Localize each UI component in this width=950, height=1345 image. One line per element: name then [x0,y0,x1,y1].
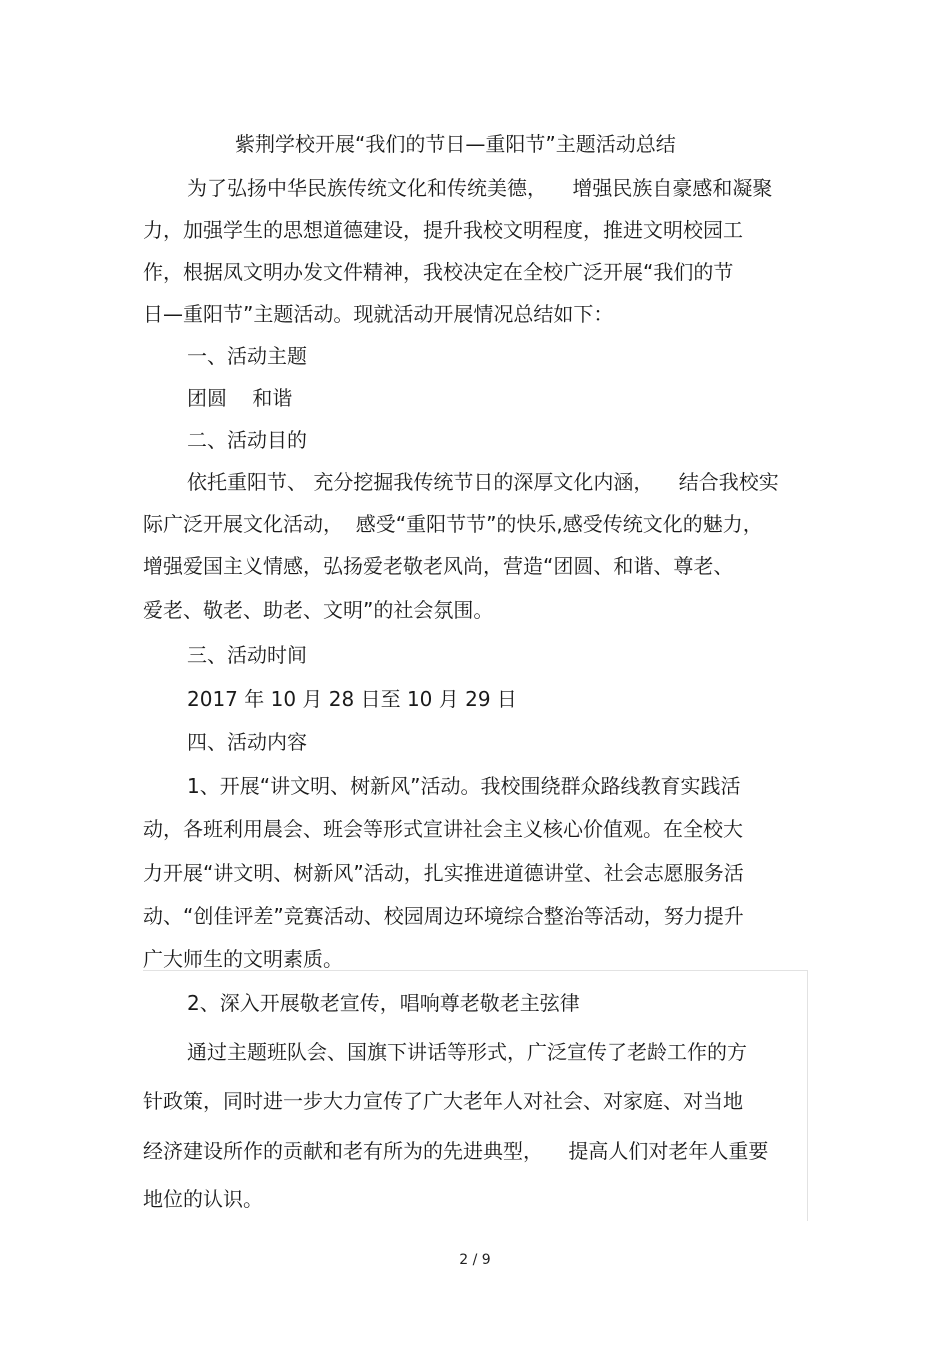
item2-line: 针政策，同时进一步大力宣传了广大老年人对社会、对家庭、对当地 [143,1089,743,1113]
page-number: 2 / 9 [459,1252,491,1268]
item1-line: 动、“创佳评差”竞赛活动、校园周边环境综合整治等活动，努力提升 [143,904,744,928]
intro-line: 为了弘扬中华民族传统文化和传统美德， 增强民族自豪感和凝聚 [187,176,773,200]
section-heading-theme: 一、活动主题 [187,344,307,368]
item1-line: 动，各班利用晨会、班会等形式宣讲社会主义核心价值观。在全校大 [143,817,743,841]
intro-line: 作，根据凤文明办发文件精神，我校决定在全校广泛开展“我们的节 [143,260,734,284]
item1-line: 广大师生的文明素质。 [143,947,343,971]
item1-line: 1、开展“讲文明、树新风”活动。我校围绕群众路线教育实践活 [187,774,741,798]
purpose-line: 增强爱国主义情感，弘扬爱老敬老风尚，营造“团圆、和谐、尊老、 [143,554,734,578]
section-heading-time: 三、活动时间 [187,643,307,667]
item2-heading: 2、深入开展敬老宣传，唱响尊老敬老主弦律 [187,991,580,1015]
purpose-line: 爱老、敬老、助老、文明”的社会氛围。 [143,598,494,622]
section-heading-purpose: 二、活动目的 [187,428,307,452]
item1-line: 力开展“讲文明、树新风”活动，扎实推进道德讲堂、社会志愿服务活 [143,861,744,885]
item2-line: 通过主题班队会、国旗下讲话等形式，广泛宣传了老龄工作的方 [187,1040,747,1064]
section-body-time: 2017 年 10 月 28 日至 10 月 29 日 [187,687,517,711]
section-body-theme: 团圆 和谐 [187,386,293,410]
intro-line: 日—重阳节”主题活动。现就活动开展情况总结如下： [143,302,614,326]
item2-line: 经济建设所作的贡献和老有所为的先进典型， 提高人们对老年人重要 [143,1139,769,1163]
purpose-line: 依托重阳节、 充分挖掘我传统节日的深厚文化内涵， 结合我校实 [187,470,779,494]
document-title: 紫荆学校开展“我们的节日—重阳节”主题活动总结 [235,132,676,156]
intro-line: 力，加强学生的思想道德建设，提升我校文明程度，推进文明校园工 [143,218,743,242]
purpose-line: 际广泛开展文化活动， 感受“重阳节节”的快乐,感受传统文化的魅力， [143,512,763,536]
item2-line: 地位的认识。 [143,1187,263,1211]
section-heading-content: 四、活动内容 [187,730,307,754]
